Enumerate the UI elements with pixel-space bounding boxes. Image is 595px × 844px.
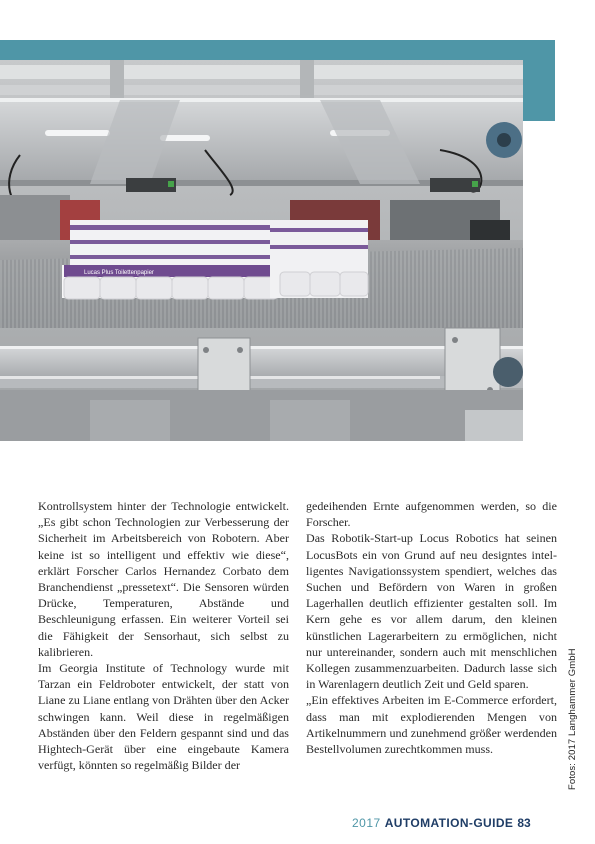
paragraph: Kontrollsystem hinter der Technologie entwickelt. „Es gibt schon Technologien zur Verbesserung der Sicherheit im Arbeitsbereich von Robotern. Aber keine ist so intelligent und effektiv wie diese“, erklärt Forscher Carlos Hernandez Corbato dem Branchendienst „pressetext“. Die Sensoren würden Drücke, Temperaturen, Abstände und Beschleunigung erfassen. Ein weiterer Vorteil sei die Fähigkeit der Sensorhaut, sich selbst zu kalibrieren. (38, 499, 289, 659)
conveyor-photo (0, 60, 523, 441)
page-footer (352, 815, 531, 831)
article-column-right (306, 498, 557, 757)
footer-publication: AUTOMATION-GUIDE (384, 816, 514, 830)
paragraph: Im Georgia Institute of Technology wurde mit Tarzan ein Feldroboter entwickelt, der statt von Liane zu Liane entlang von Drähten über den Acker schwingen kann. Weil diese in regelmäßigen Abständen über den Feldern gespannt sind und das Hightech-Gerät über eine eingebaute Kamera verfügt, könnten so regelmäßig Bilder der (38, 661, 289, 773)
photo-credit: Fotos: 2017 Langhammer GmbH (567, 648, 578, 790)
svg-text:Lucas Plus Toilettenpapier: Lucas Plus Toilettenpapier (84, 270, 154, 276)
paragraph: „Ein effektives Arbeiten im E-Commerce erfordert, dass man mit explodierenden Mengen von Artikelnummern und zunehmend größer werdenden Bestellvolumen zurechtkommen muss. (306, 693, 557, 757)
paragraph: Das Robotik-Start-up Locus Robotics hat seinen LocusBots ein von Grund auf neu designtes intelligentes Navigationssystem spendiert, welches das Suchen und Befördern von Waren in großen Lagerhallen deutlich effizienter gestalten soll. Im Kern gehe es vor allem darum, den kleinen künstlichen Lagerarbeitern zu ermöglichen, nicht nur untereinander, sondern auch mit menschlichen Kollegen zusammenzuarbeiten. Dadurch lasse sich in Warenlagern deutlich Zeit und Geld sparen. (306, 531, 557, 692)
paragraph: gedeihenden Ernte aufgenommen werden, so die Forscher. (306, 499, 557, 530)
page-number: 83 (517, 816, 531, 830)
article-column-left (38, 498, 289, 773)
footer-year: 2017 (352, 816, 381, 830)
